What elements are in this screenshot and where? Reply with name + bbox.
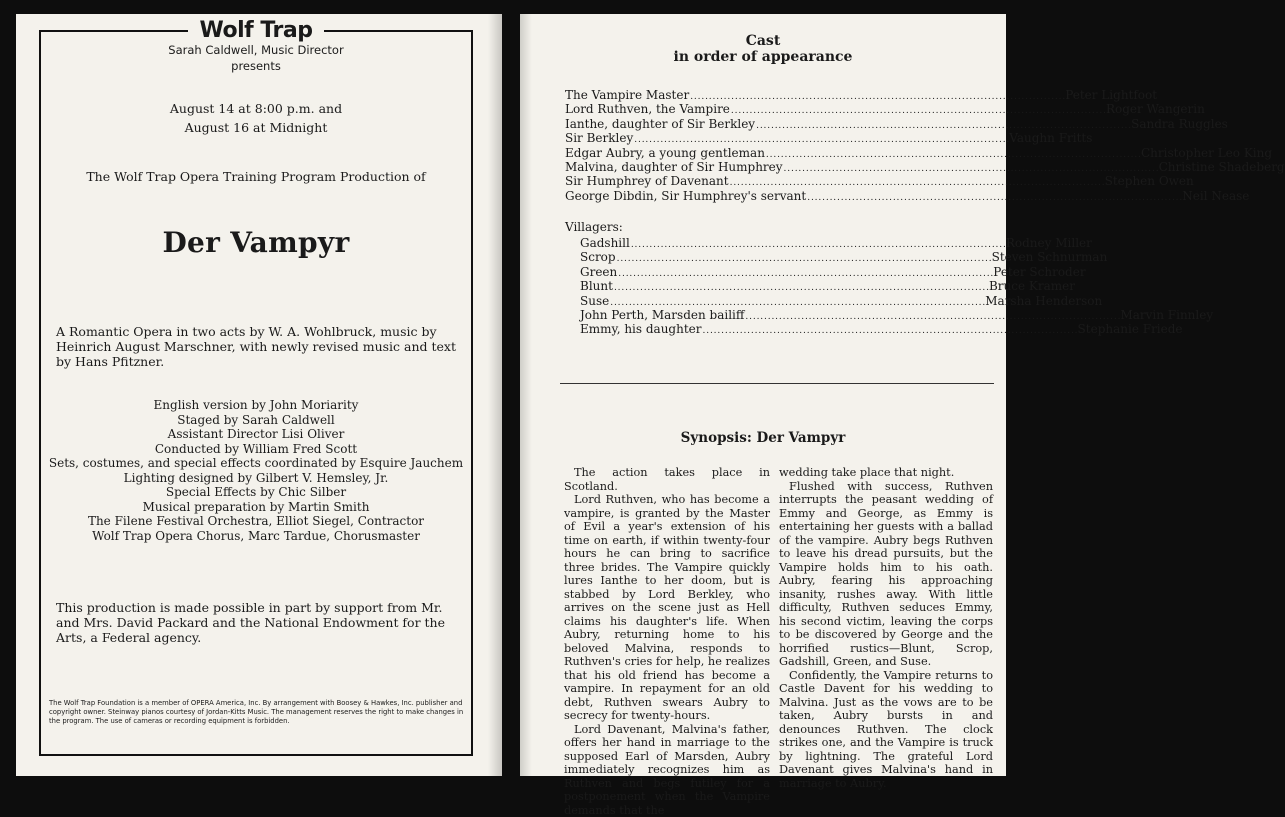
left-page (16, 14, 502, 776)
cast-role: Sir Berkley (565, 131, 633, 145)
cast-row (565, 117, 988, 131)
credit-line: English version by John Moriarity (41, 398, 471, 413)
dot-leader (807, 189, 1181, 205)
performance-date-1: August 14 at 8:00 p.m. and (41, 100, 471, 118)
synopsis-column-1 (564, 466, 770, 817)
villager-role: Blunt (580, 279, 613, 293)
villager-role: Green (580, 265, 617, 279)
synopsis-paragraph: Flushed with success, Ruthven interrupts the peasant wedding of Emmy and George, as Emmy is entertaining her guests with a ballad of the vampire. Aubry begs Ruthven to leave his dread pursuits, but the Vampire holds him to his oath. Aubry, fearing his approaching insanity, rushes away. With little difficulty, Ruthven seduces Emmy, his second victim, leaving the corps to be discovered by George and the horrified rustics—Blunt, Scrop, Gadshill, Green, and Suse. (779, 480, 993, 669)
cast-role: Sir Humphrey of Davenant (565, 174, 729, 188)
villagers-label: Villagers: (565, 220, 623, 234)
villager-role: John Perth, Marsden bailiff (580, 308, 744, 322)
credit-line: Wolf Trap Opera Chorus, Marc Tardue, Chorusmaster (41, 529, 471, 544)
cast-role: Ianthe, daughter of Sir Berkley (565, 117, 755, 131)
villager-row (565, 265, 988, 279)
villager-role: Emmy, his daughter (580, 322, 702, 336)
cast-row (565, 131, 988, 145)
villager-row (565, 236, 988, 250)
presents-line: presents (41, 58, 471, 74)
credit-line: Special Effects by Chic Silber (41, 485, 471, 500)
credit-line: The Filene Festival Orchestra, Elliot Siegel, Contractor (41, 514, 471, 529)
credit-line: Staged by Sarah Caldwell (41, 413, 471, 428)
masthead (41, 18, 471, 43)
cast-row (565, 189, 988, 203)
cast-role: Lord Ruthven, the Vampire (565, 102, 730, 116)
credit-line: Conducted by William Fred Scott (41, 442, 471, 457)
cast-row (565, 88, 988, 102)
villager-actor: Peter Schroder (993, 265, 1085, 279)
credit-line: Sets, costumes, and special effects coordinated by Esquire Jauchem (41, 456, 471, 471)
cast-role: Edgar Aubry, a young gentleman (565, 146, 765, 160)
cast-actor: Roger Wangerin (1106, 102, 1205, 116)
villager-role: Scrop (580, 250, 616, 264)
villager-actor: Rodney Miller (1006, 236, 1092, 250)
cast-role: George Dibdin, Sir Humphrey's servant (565, 189, 806, 203)
program-frame (39, 30, 473, 756)
villagers-list (565, 236, 988, 337)
credits-list (41, 398, 471, 543)
villager-actor: Bruce Kramer (989, 279, 1075, 293)
synopsis-column-2 (779, 466, 993, 790)
cast-role: Malvina, daughter of Sir Humphrey (565, 160, 783, 174)
dot-leader (703, 322, 1077, 338)
synopsis-paragraph: Lord Davenant, Malvina's father, offers her hand in marriage to the supposed Earl of Marsden, Aubry immediately recognizes him as Ruthven and begs futiley for a postponement when the Vampire demands that the (564, 723, 770, 817)
cast-actor: Sandra Ruggles (1131, 117, 1228, 131)
villager-actor: Marvin Finnley (1120, 308, 1213, 322)
cast-row (565, 102, 988, 116)
synopsis-paragraph: The action takes place in Scotland. (564, 466, 770, 493)
cast-heading: Cast (520, 33, 1006, 49)
villager-actor: Stephanie Friede (1078, 322, 1183, 336)
villager-row (565, 250, 988, 264)
cast-row (565, 146, 988, 160)
support-statement: This production is made possible in part by support from Mr. and Mrs. David Packard and the National Endowment for the Arts, a Federal agency. (56, 600, 466, 645)
cast-actor: Christopher Leo King (1141, 146, 1272, 160)
cast-actor: Stephen Owen (1105, 174, 1194, 188)
cast-row (565, 160, 988, 174)
opera-description: A Romantic Opera in two acts by W. A. Wohlbruck, music by Heinrich August Marschner, with newly revised music and text by Hans Pfitzner. (56, 324, 466, 369)
production-line: The Wolf Trap Opera Training Program Production of (41, 169, 471, 184)
credit-line: Lighting designed by Gilbert V. Hemsley, Jr. (41, 471, 471, 486)
cast-actor: Christine Shadeberg (1159, 160, 1285, 174)
cast-actor: Neil Nease (1182, 189, 1249, 203)
fineprint: The Wolf Trap Foundation is a member of OPERA America, Inc. By arrangement with Boosey & Hawkes, Inc. publisher and copyright owner. Steinway pianos courtesy of Jordan-Kitts Music. The management reserves the right to make changes in the program. The use of cameras or recording equipment is forbidden. (49, 699, 469, 726)
cast-role: The Vampire Master (565, 88, 689, 102)
cast-actor: Peter Lightfoot (1065, 88, 1157, 102)
section-divider (560, 383, 994, 384)
right-page (520, 14, 1006, 776)
director-line: Sarah Caldwell, Music Director (41, 42, 471, 58)
villager-role: Suse (580, 294, 609, 308)
villager-actor: Marsha Henderson (985, 294, 1102, 308)
performance-date-2: August 16 at Midnight (41, 119, 471, 137)
opera-title: Der Vampyr (41, 226, 471, 259)
villager-row (565, 322, 988, 336)
cast-row (565, 174, 988, 188)
synopsis-paragraph: Confidently, the Vampire returns to Castle Davent for his wedding to Malvina. Just as the vows are to be taken, Aubry bursts in and denounces Ruthven. The clock strikes one, and the Vampire is truck by lightning. The grateful Lord Davenant gives Malvina's hand in marriage to Aubry. (779, 669, 993, 791)
cast-list (565, 88, 988, 203)
cast-heading-block (520, 33, 1006, 65)
villager-row (565, 294, 988, 308)
credit-line: Assistant Director Lisi Oliver (41, 427, 471, 442)
credit-line: Musical preparation by Martin Smith (41, 500, 471, 515)
synopsis-title: Synopsis: Der Vampyr (520, 430, 1006, 446)
villager-actor: Steven Schnurman (992, 250, 1108, 264)
cast-subheading: in order of appearance (520, 49, 1006, 65)
synopsis-paragraph: Lord Ruthven, who has become a vampire, is granted by the Master of Evil a year's extension of his time on earth, if within twenty-four hours he can bring to sacrifice three brides. The Vampire quickly lures Ianthe to her doom, but is stabbed by Lord Berkley, who arrives on the scene just as Hell claims his daughter's life. When Aubry, returning home to his beloved Malvina, responds to Ruthven's cries for help, he realizes that his old friend has become a vampire. In repayment for an old debt, Ruthven swears Aubry to secrecy for twenty-hours. (564, 493, 770, 723)
villager-role: Gadshill (580, 236, 630, 250)
villager-row (565, 308, 988, 322)
villager-row (565, 279, 988, 293)
masthead-title: Wolf Trap (188, 18, 325, 43)
synopsis-paragraph: wedding take place that night. (779, 466, 993, 480)
cast-actor: Vaughn Fritts (1009, 131, 1092, 145)
